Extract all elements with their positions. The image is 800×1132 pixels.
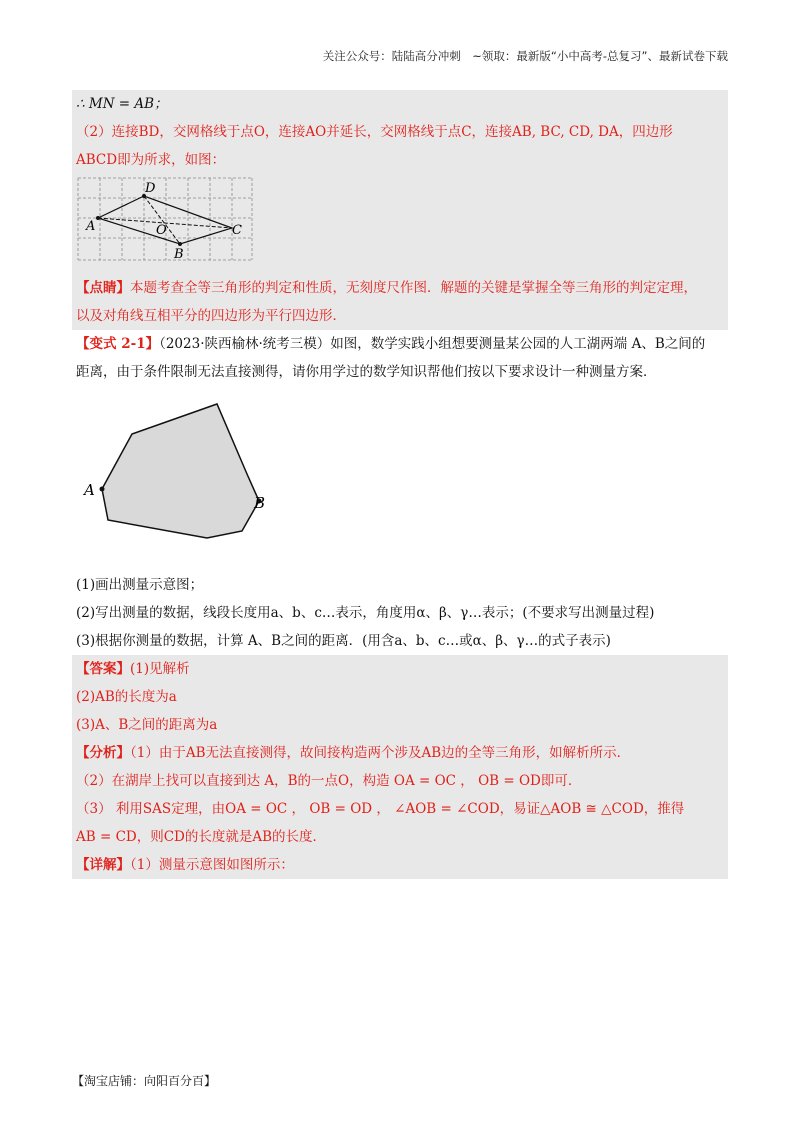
label-c: C <box>232 223 242 238</box>
question-1: (1)画出测量示意图； <box>76 577 204 593</box>
analysis-3: （3） 利用SAS定理，由OA = OC ， OB = OD ， ∠AOB = ∠COD，易证△AOB ≅ △COD，推得 <box>76 801 685 817</box>
variant-text: （2023·陕西榆林·统考三模）如图，数学实践小组想要测量某公园的人工湖两端 A、B之间的 <box>159 336 706 352</box>
page-header: 关注公众号：陆陆高分冲刺 ~领取：最新版“小中高考-总复习”、最新试卷下载 <box>322 49 728 63</box>
question-3: (3)根据你测量的数据，计算 A、B之间的距离．(用含a、b、c…或α、β、γ…的式子表示) <box>76 633 611 649</box>
dianjing-line-cont: 以及对角线互相平分的四边形为平行四边形． <box>76 308 346 324</box>
analysis-4: AB = CD，则CD的长度就是AB的长度． <box>76 829 327 845</box>
lake-shape <box>102 404 259 538</box>
label-a: A <box>86 219 96 234</box>
conclusion-line: ∴ MN = AB； <box>76 96 168 112</box>
answer-tag: 【答案】 <box>76 661 130 677</box>
lake-diagram <box>72 386 292 566</box>
question-2: (2)写出测量的数据，线段长度用a、b、c…表示，角度用α、β、γ…表示；(不要求写出测量过程) <box>76 605 655 621</box>
grid-figure <box>72 174 728 274</box>
answer-line-1 <box>72 655 728 683</box>
analysis-2: （2）在湖岸上找可以直接到达 A，B的一点O，构造 OA = OC ， OB = OD即可． <box>76 773 582 789</box>
detail-tag: 【详解】 <box>76 857 130 873</box>
lake-figure <box>72 386 728 571</box>
analysis-1: （1）由于AB无法直接测得，故间接构造两个涉及AB边的全等三角形，如解析所示． <box>130 745 631 761</box>
variant-tag: 【变式 2-1】 <box>76 336 160 352</box>
dianjing-line <box>72 274 728 302</box>
variant-question <box>72 330 728 655</box>
answer-3: (3)A、B之间的距离为a <box>76 717 218 733</box>
page-footer: 【淘宝店铺：向阳百分百】 <box>72 1074 217 1088</box>
label-d: D <box>145 181 156 196</box>
label-o: O <box>156 223 167 238</box>
dianjing-tag: 【点睛】 <box>76 280 130 296</box>
analysis-tag: 【分析】 <box>76 745 130 761</box>
label-lake-b: B <box>254 494 266 512</box>
answer-2: (2)AB的长度为a <box>76 689 177 705</box>
parallelogram-grid-diagram <box>76 176 256 264</box>
step2-line-cont: ABCD即为所求，如图： <box>76 152 226 168</box>
dianjing-text: 本题考查全等三角形的判定和性质，无刻度尺作图．解题的关键是掌握全等三角形的判定定理， <box>130 280 697 296</box>
detail-1: （1）测量示意图如图所示： <box>130 857 294 873</box>
page-content <box>72 90 728 879</box>
variant-line-1 <box>72 330 728 358</box>
step2-line: （2）连接BD，交网格线于点O，连接AO并延长，交网格线于点C，连接AB, BC, CD, DA，四边形 <box>76 124 673 140</box>
detail-line-1 <box>72 851 728 879</box>
grid-lines <box>78 178 252 260</box>
answer-block <box>72 655 728 879</box>
label-lake-a: A <box>84 481 95 499</box>
label-b: B <box>174 247 184 262</box>
variant-line-2: 距离，由于条件限制无法直接测得，请你用学过的数学知识帮他们按以下要求设计一种测量方案． <box>76 364 657 380</box>
solution-block <box>72 90 728 330</box>
answer-1: (1)见解析 <box>130 661 190 677</box>
point-a <box>100 487 105 492</box>
analysis-line-1 <box>72 739 728 767</box>
